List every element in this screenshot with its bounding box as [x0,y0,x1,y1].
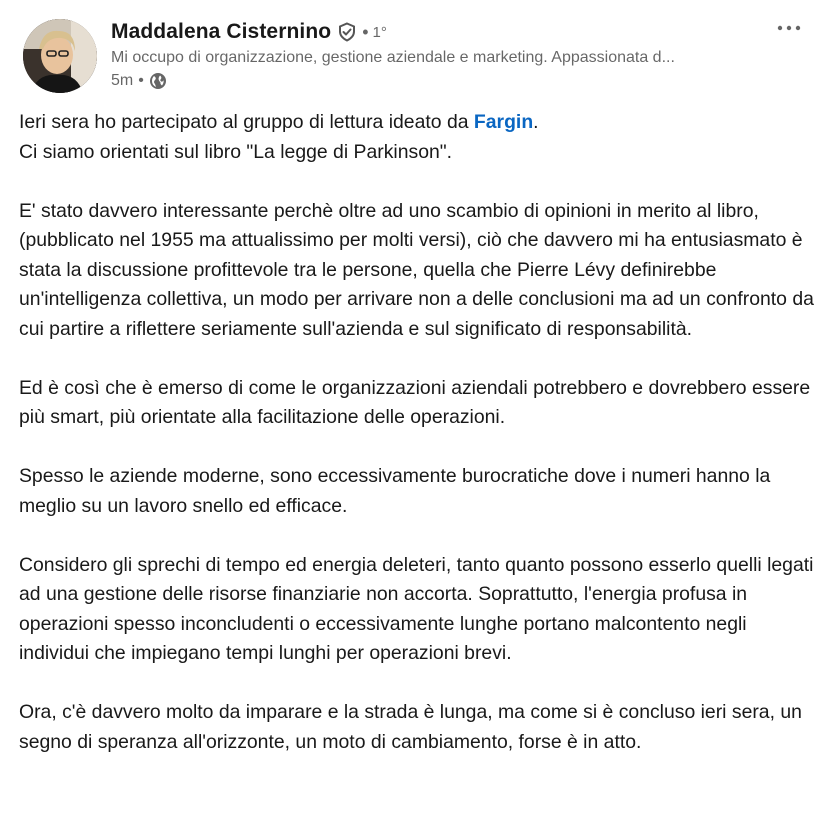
post-text: Ieri sera ho partecipato al gruppo di lettura ideato da [19,111,474,133]
post-time: 5m [111,72,134,89]
more-options-icon [777,24,801,32]
author-headline[interactable]: Mi occupo di organizzazione, gestione aziendale e marketing. Appassionata d... [111,49,675,66]
author-name-row [111,18,751,46]
meta-separator: • [138,72,144,89]
avatar[interactable] [23,19,97,93]
shield-check-icon [337,22,357,42]
post-text: . [533,111,539,133]
post-content [19,108,814,787]
mention-link[interactable]: Fargin [473,111,534,133]
post-paragraph: Spesso le aziende moderne, sono eccessivamente burocratiche dove i numeri hanno la meglio su un lavoro snello ed efficace. [19,465,771,517]
more-options-button[interactable] [772,14,806,42]
author-info [111,18,751,93]
globe-icon [149,72,167,90]
connection-degree: 1° [372,23,387,41]
post-paragraph [19,108,814,167]
post-paragraph: Considero gli sprechi di tempo ed energia deleteri, tanto quanto possono esserlo quelli legati ad una gestione delle risorse finanziarie non accorta. Soprattutto, l'energia profusa in operazioni spesso inconcludenti o eccessivamente lunghe portano malcontento negli individui che impiegano tempi lunghi per operazioni brevi. [19,553,814,664]
post-paragraph: Ora, c'è davvero molto da imparare e la strada è lunga, ma come si è concluso ieri sera, un segno di speranza all'orizzonte, un moto di cambiamento, forse è in atto. [19,701,802,753]
post-paragraph: E' stato davvero interessante perchè oltre ad uno scambio di opinioni in merito al libro, (pubblicato nel 1955 ma attualissimo per molti versi), ciò che davvero mi ha entusiasmato è stata la discussione profittevole tra le persone, quella che Pierre Lévy definirebbe un'intelligenza collettiva, un modo per arrivare non a delle conclusioni ma ad un confronto da cui partire a riflettere seriamente sull'azienda e sul significato di responsabilità. [19,199,814,340]
avatar-image [23,19,97,93]
post-paragraph: Ed è così che è emerso di come le organizzazioni aziendali potrebbero e dovrebbero essere più smart, più orientate alla facilitazione delle operazioni. [19,376,811,428]
author-name[interactable]: Maddalena Cisternino [111,20,332,43]
post-text: Ci siamo orientati sul libro "La legge di Parkinson". [19,140,453,163]
name-separator: • [362,21,369,42]
post-header [0,0,824,100]
post-meta [111,69,751,93]
